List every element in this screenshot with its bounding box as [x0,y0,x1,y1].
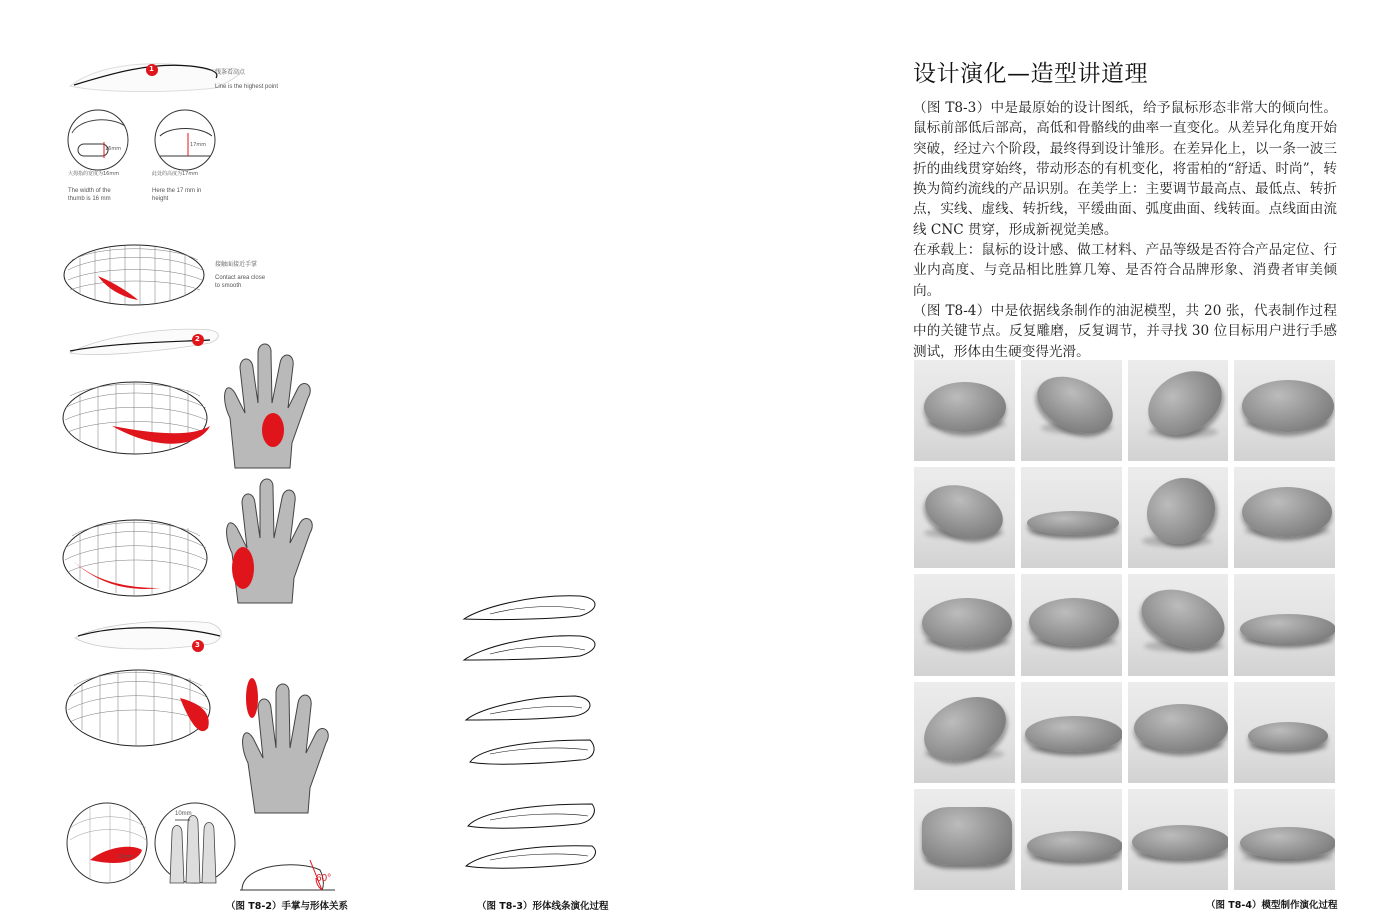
figure-t8-4-caption: （图 T8-4）模型制作演化过程 [1206,900,1338,911]
clay-model-photo-6 [1021,467,1122,568]
marker-2: 2 [195,335,200,343]
clay-model-photo-17 [914,789,1015,890]
marker-3: 3 [195,641,200,649]
thumb-width-zh: 大拇指的宽度为16mm [68,171,120,177]
clay-model-photo-4 [1234,360,1335,461]
contact-en-2: to smooth [215,283,242,289]
clay-model-photo-11 [1128,574,1229,675]
clay-model-photo-10 [1021,574,1122,675]
clay-model-photo-8 [1234,467,1335,568]
clay-model-photo-2 [1021,360,1122,461]
clay-model-photo-19 [1128,789,1229,890]
figure-t8-2 [60,48,350,898]
depth-dim: 12mm [118,854,132,860]
contact-en-1: Contact area close [215,275,266,281]
note1-zh: 线条看高点 [215,69,246,76]
photo-grid [914,360,1335,890]
clay-model-photo-16 [1234,682,1335,783]
clay-model-photo-14 [1021,682,1122,783]
note1-en: Line is the highest point [215,84,279,90]
contact-zh: 接触面接近手掌 [215,261,258,268]
paragraph-1: （图 T8-3）中是最原始的设计图纸，给予鼠标形态非常大的倾向性。鼠标前部低后部高，高低和骨骼线的曲率一直变化。从差异化角度开始突破，经过六个阶段，最终得到设计雏形。在差异化上，以一条一波三折的曲线贯穿始终，带动形态的有机变化，将雷柏的“舒适、时尚”，转换为简约流线的产品识别。在美学上：主要调节最高点、最低点、转折点，实线、虚线、转折线，平缓曲面、弧度曲面、线转面。点线面由流线 CNC 贯穿，形成新视觉美感。 [913,100,1337,238]
clay-model-photo-13 [914,682,1015,783]
figure-t8-3 [460,590,605,880]
body-text [913,98,1337,362]
height-en-2: height [152,196,169,202]
angle-label: 60° [316,873,332,884]
clay-model-photo-7 [1128,467,1229,568]
clay-model-photo-9 [914,574,1015,675]
marker-1: 1 [149,65,154,73]
height-dim: 17mm [190,142,207,148]
clay-model-photo-20 [1234,789,1335,890]
thumb-width-en-1: The width of the [68,188,111,194]
figure-t8-3-drawing [460,590,605,880]
thumb-width-en-2: thumb is 16 mm [68,196,111,202]
height-zh: 此处的高度为17mm [152,171,199,177]
figure-t8-3-caption: （图 T8-3）形体线条演化过程 [477,901,609,912]
page-title: 设计演化—造型讲道理 [913,61,1148,87]
height-en-1: Here the 17 mm in [152,188,202,194]
clay-model-photo-1 [914,360,1015,461]
paragraph-3: （图 T8-4）中是依据线条制作的油泥模型，共 20 张，代表制作过程中的关键节点。反复雕磨，反复调节，并寻找 30 位目标用户进行手感测试，形体由生硬变得光滑。 [913,302,1337,360]
paragraph-2: 在承载上：鼠标的设计感、做工材料、产品等级是否符合产品定位、行业内高度、与竞品相比胜算几筹、是否符合品牌形象、消费者审美倾向。 [913,242,1337,299]
clay-model-photo-5 [914,467,1015,568]
thumb-width-dim: 16mm [105,146,122,152]
clay-model-photo-18 [1021,789,1122,890]
finger-dim: 10mm [175,811,192,817]
clay-model-photo-12 [1234,574,1335,675]
figure-t8-2-caption: （图 T8-2）手掌与形体关系 [226,901,348,912]
clay-model-photo-3 [1128,360,1229,461]
clay-model-photo-15 [1128,682,1229,783]
